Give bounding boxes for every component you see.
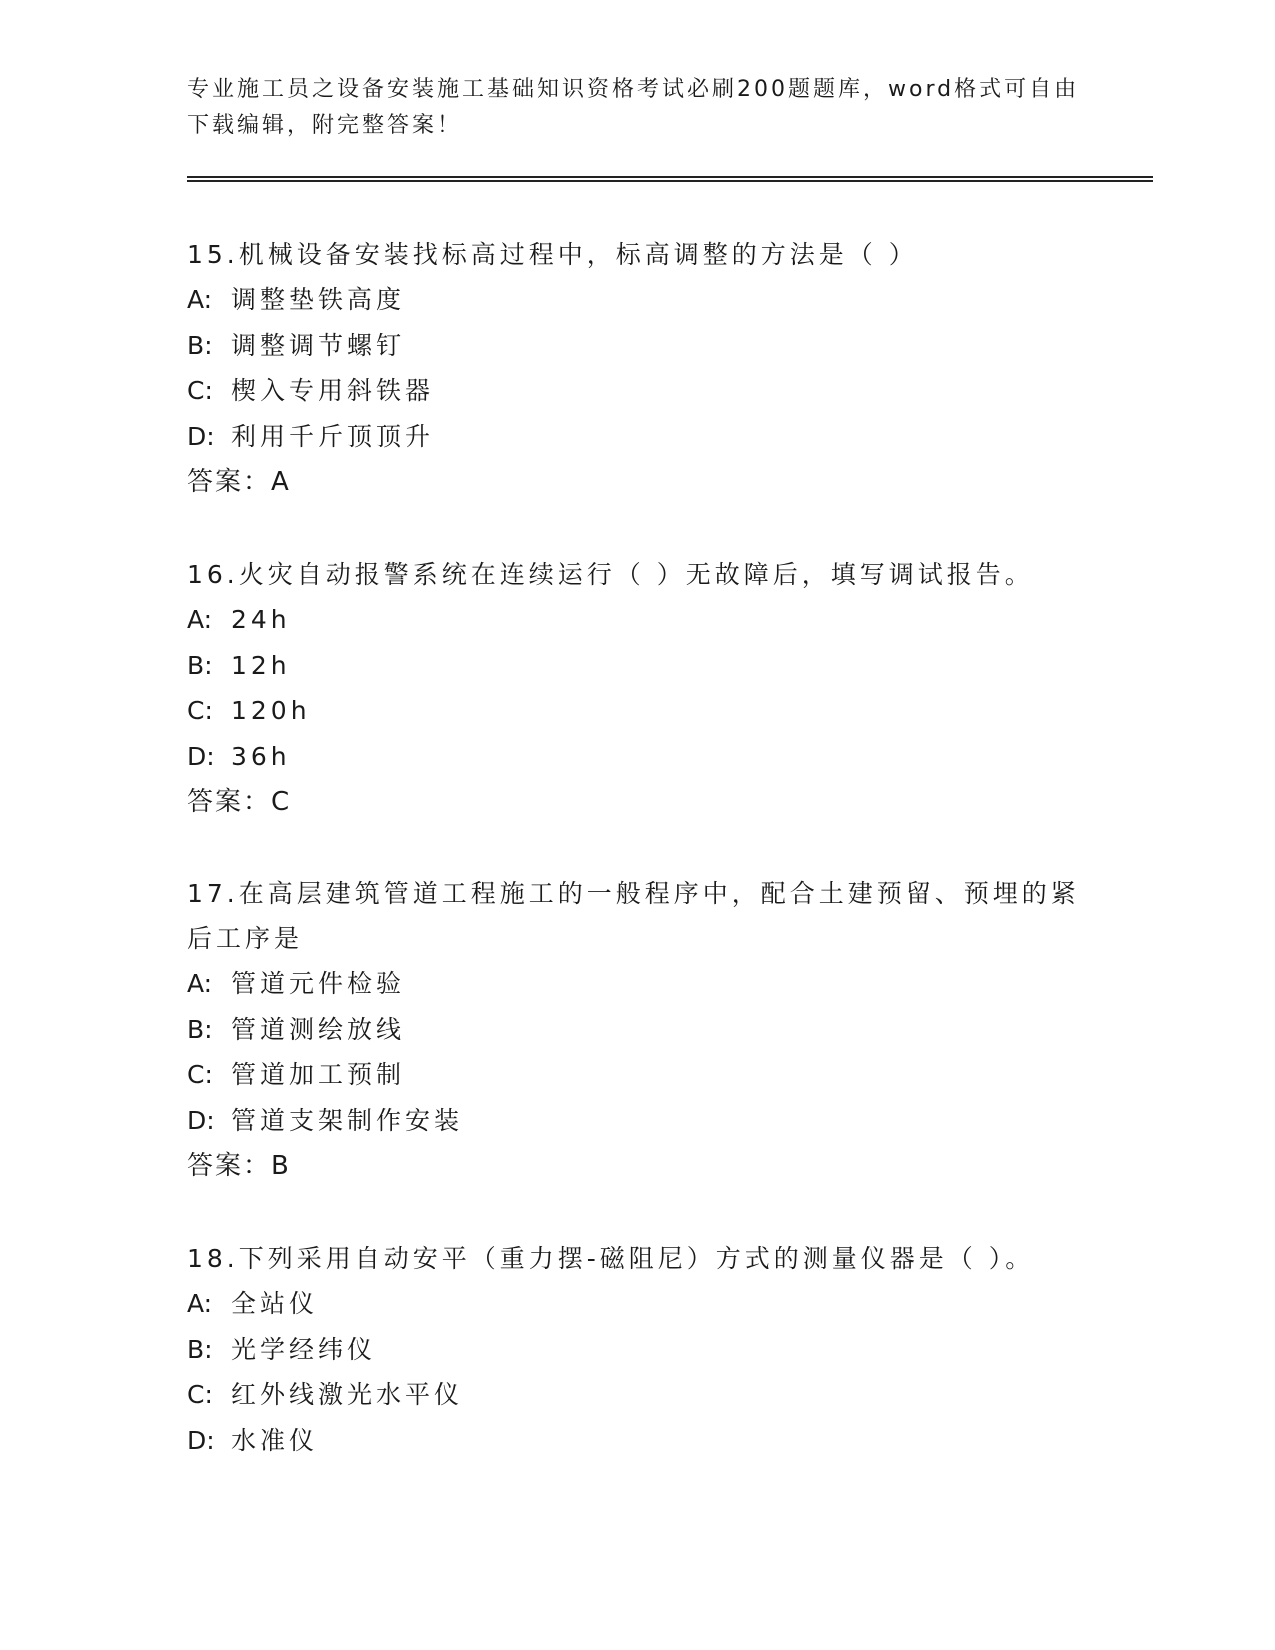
question-stem: 18.下列采用自动安平（重力摆-磁阻尼）方式的测量仪器是（ ）。 xyxy=(187,1244,1035,1273)
option-a xyxy=(187,1281,1087,1327)
option-c xyxy=(187,1372,1087,1418)
option-text: 调整调节螺钉 xyxy=(231,330,406,360)
question-18 xyxy=(187,1236,1087,1463)
question-16 xyxy=(187,552,1087,825)
option-letter: B: xyxy=(187,330,213,360)
answer-line: 答案：A xyxy=(187,467,291,497)
option-letter: C: xyxy=(187,1060,213,1089)
option-text: 水准仪 xyxy=(231,1425,319,1455)
option-letter: A: xyxy=(187,605,213,634)
option-text: 全站仪 xyxy=(231,1289,319,1318)
option-text: 管道元件检验 xyxy=(231,969,406,998)
question-17 xyxy=(187,871,1087,1189)
option-letter: D: xyxy=(187,741,215,771)
question-stem: 15.机械设备安装找标高过程中，标高调整的方法是（ ） xyxy=(187,240,918,269)
option-text: 12h xyxy=(231,650,291,680)
option-text: 管道加工预制 xyxy=(231,1060,406,1089)
option-c xyxy=(187,688,1087,734)
option-text: 光学经纬仪 xyxy=(231,1334,377,1364)
option-letter: B: xyxy=(187,1014,213,1044)
option-a xyxy=(187,961,1087,1007)
option-letter: A: xyxy=(187,285,213,314)
question-stem: 16.火灾自动报警系统在连续运行（ ）无故障后，填写调试报告。 xyxy=(187,560,1034,589)
option-text: 管道测绘放线 xyxy=(231,1014,406,1044)
option-b xyxy=(187,643,1087,689)
question-15 xyxy=(187,232,1087,505)
option-letter: D: xyxy=(187,1425,215,1455)
option-d xyxy=(187,734,1087,780)
option-letter: D: xyxy=(187,421,215,451)
option-letter: D: xyxy=(187,1105,215,1135)
option-text: 管道支架制作安装 xyxy=(231,1105,464,1135)
question-stem: 17.在高层建筑管道工程施工的一般程序中，配合土建预留、预埋的紧后工序是 xyxy=(187,879,1080,953)
option-letter: C: xyxy=(187,1380,213,1409)
option-letter: C: xyxy=(187,376,213,405)
option-letter: B: xyxy=(187,1334,213,1364)
option-d xyxy=(187,1098,1087,1144)
option-text: 红外线激光水平仪 xyxy=(231,1380,464,1409)
option-b xyxy=(187,1327,1087,1373)
option-text: 120h xyxy=(231,696,311,725)
option-c xyxy=(187,1052,1087,1098)
option-a xyxy=(187,597,1087,643)
answer-line: 答案：B xyxy=(187,1151,291,1181)
document-intro: 专业施工员之设备安装施工基础知识资格考试必刷200题题库，word格式可自由下载编辑，附完整答案！ xyxy=(187,77,1080,138)
option-letter: A: xyxy=(187,1289,213,1318)
option-a xyxy=(187,277,1087,323)
option-text: 调整垫铁高度 xyxy=(231,285,406,314)
option-letter: B: xyxy=(187,650,213,680)
option-letter: C: xyxy=(187,696,213,725)
header-divider xyxy=(187,176,1153,182)
option-c xyxy=(187,368,1087,414)
option-d xyxy=(187,414,1087,460)
option-d xyxy=(187,1418,1087,1464)
option-text: 36h xyxy=(231,741,291,771)
option-text: 楔入专用斜铁器 xyxy=(231,376,435,405)
option-letter: A: xyxy=(187,969,213,998)
option-text: 24h xyxy=(231,605,291,634)
option-b xyxy=(187,323,1087,369)
option-text: 利用千斤顶顶升 xyxy=(231,421,435,451)
answer-line: 答案：C xyxy=(187,787,292,817)
option-b xyxy=(187,1007,1087,1053)
